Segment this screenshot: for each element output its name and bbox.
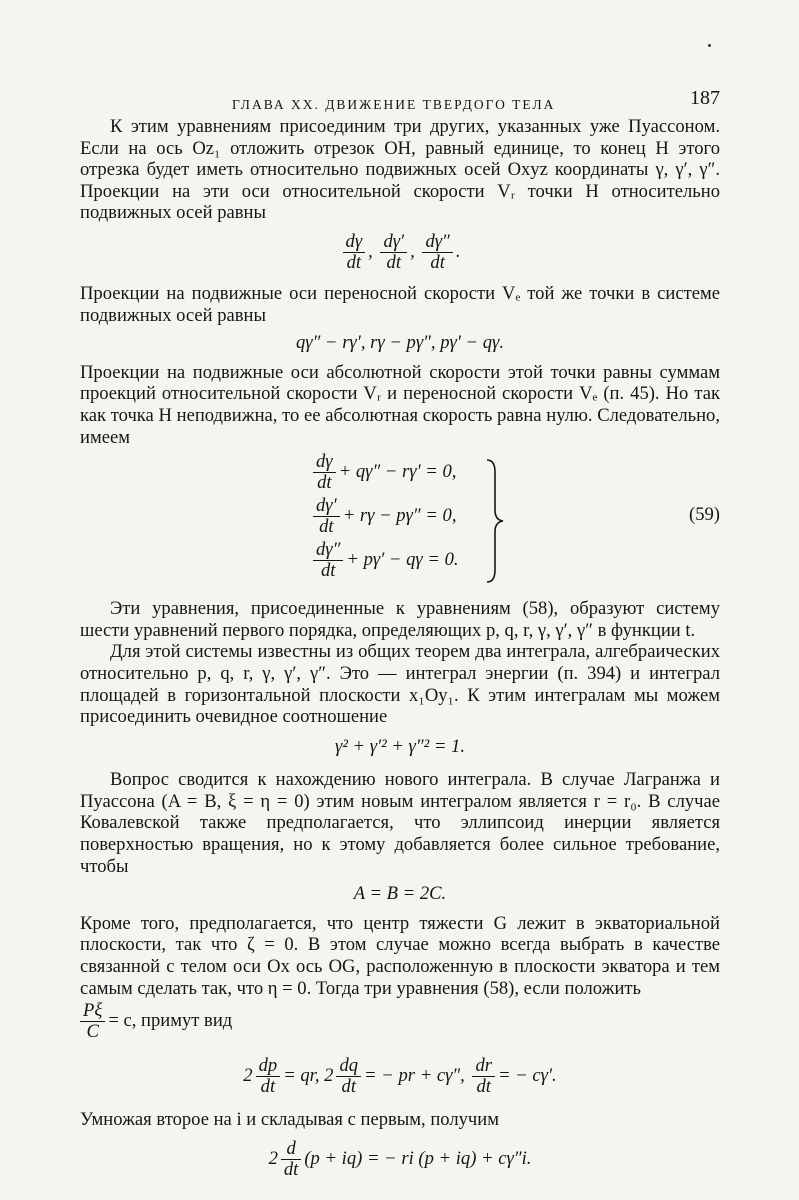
equation-norm: γ² + γ′² + γ″² = 1. bbox=[335, 735, 465, 757]
definition-line: $\frac{P\xi}{C}$ = c, примут вид bbox=[80, 1001, 720, 1042]
paragraph-3: Проекции на подвижные оси абсолютной скорости этой точки равны суммам проекций относительной скорости Vᵣ и переносной скорости Vₑ (п. 45). Но так как точка H неподвижна, то ее абсолютная скорость равна нулю. Следовательно, имеем bbox=[80, 361, 720, 448]
paragraph-1: К этим уравнениям присоединим три других, указанных уже Пуассоном. Если на ось Oz₁ отложить отрезок OH, равный единице, то конец H этого отрезка будет иметь относительно подвижных осей Oxyz координаты γ, γ′, γ″. Проекции на эти оси относительной скорости Vᵣ точки H относительно подвижных осей равны bbox=[80, 116, 720, 224]
fraction-dgamma2-dt: $\frac{d\gamma''}{dt}$ bbox=[422, 232, 452, 273]
page-number: 187 bbox=[690, 87, 720, 109]
running-title: ГЛАВА XX. ДВИЖЕНИЕ ТВЕРДОГО ТЕЛА bbox=[232, 97, 556, 112]
paragraph-4: Эти уравнения, присоединенные к уравнениям (58), образуют систему шести уравнений первого порядка, определяющих p, q, r, γ, γ′, γ″ в функции t. bbox=[80, 598, 720, 641]
paragraph-5: Для этой системы известны из общих теорем два интеграла, алгебраических относительно p, q, r, γ, γ′, γ″. Это — интеграл энергии (п. 394) и интеграл площадей в горизонтальной плоскости x₁Oy₁. К этим интегралам мы можем присоединить очевидное соотношение bbox=[80, 641, 720, 728]
right-brace bbox=[485, 458, 505, 584]
fraction-pxi-c: $\frac{P\xi}{C}$ bbox=[80, 1001, 105, 1042]
equation-final: 2 $\frac{d}{dt}$ (p + iq) = − ri (p + iq) + cγ″i. bbox=[268, 1137, 532, 1180]
speck bbox=[708, 44, 711, 47]
fraction-dgamma1-dt: $\frac{d\gamma'}{dt}$ bbox=[380, 232, 407, 273]
system-equation-3: $\frac{d\gamma''}{dt}$ + pγ′ − qγ = 0. bbox=[310, 540, 459, 584]
equation-cross: qγ″ − rγ′, rγ − pγ″, pγ′ − qγ. bbox=[295, 332, 505, 354]
equation-number: (59) bbox=[689, 504, 720, 526]
book-page bbox=[80, 88, 720, 1180]
system-equation-1: $\frac{d\gamma}{dt}$ + qγ″ − rγ′ = 0, bbox=[310, 452, 459, 496]
page-header bbox=[80, 88, 720, 116]
equation-euler: 2 $\frac{dp}{dt}$ = qr, 2 $\frac{dq}{dt}$ = − pr + cγ″, $\frac{dr}{dt}$ = − cγ′. bbox=[243, 1055, 557, 1098]
velocity-fractions: $\frac{d\gamma}{dt}$ , $\frac{d\gamma'}{dt}$ , $\frac{d\gamma''}{dt}$ . bbox=[80, 232, 720, 273]
equation-system-59 bbox=[80, 452, 720, 588]
paragraph-6: Вопрос сводится к нахождению нового интеграла. В случае Лагранжа и Пуассона (A = B, ξ = η = 0) этим новым интегралом является r = r₀. В случае Ковалевской также предполагается, что эллипсоид инерции является поверхностью вращения, но к этому добавляется более сильное требование, чтобы bbox=[80, 769, 720, 877]
paragraph-2: Проекции на подвижные оси переносной скорости Vₑ той же точки в системе подвижных осей равны bbox=[80, 282, 720, 326]
paragraph-9: Умножая второе на i и складывая с первым, получим bbox=[80, 1109, 500, 1131]
system-equation-2: $\frac{d\gamma'}{dt}$ + rγ − pγ″ = 0, bbox=[310, 496, 459, 540]
paragraph-7: Кроме того, предполагается, что центр тяжести G лежит в экваториальной плоскости, так что ζ = 0. В этом случае можно всегда выбрать в качестве связанной с телом оси Ox ось OG, расположенную в плоскости экватора и тем самым сделать так, что η = 0. Тогда три уравнения (58), если положить bbox=[80, 912, 720, 999]
fraction-dgamma-dt: $\frac{d\gamma}{dt}$ bbox=[343, 232, 366, 273]
equation-abc: A = B = 2C. bbox=[353, 883, 447, 905]
